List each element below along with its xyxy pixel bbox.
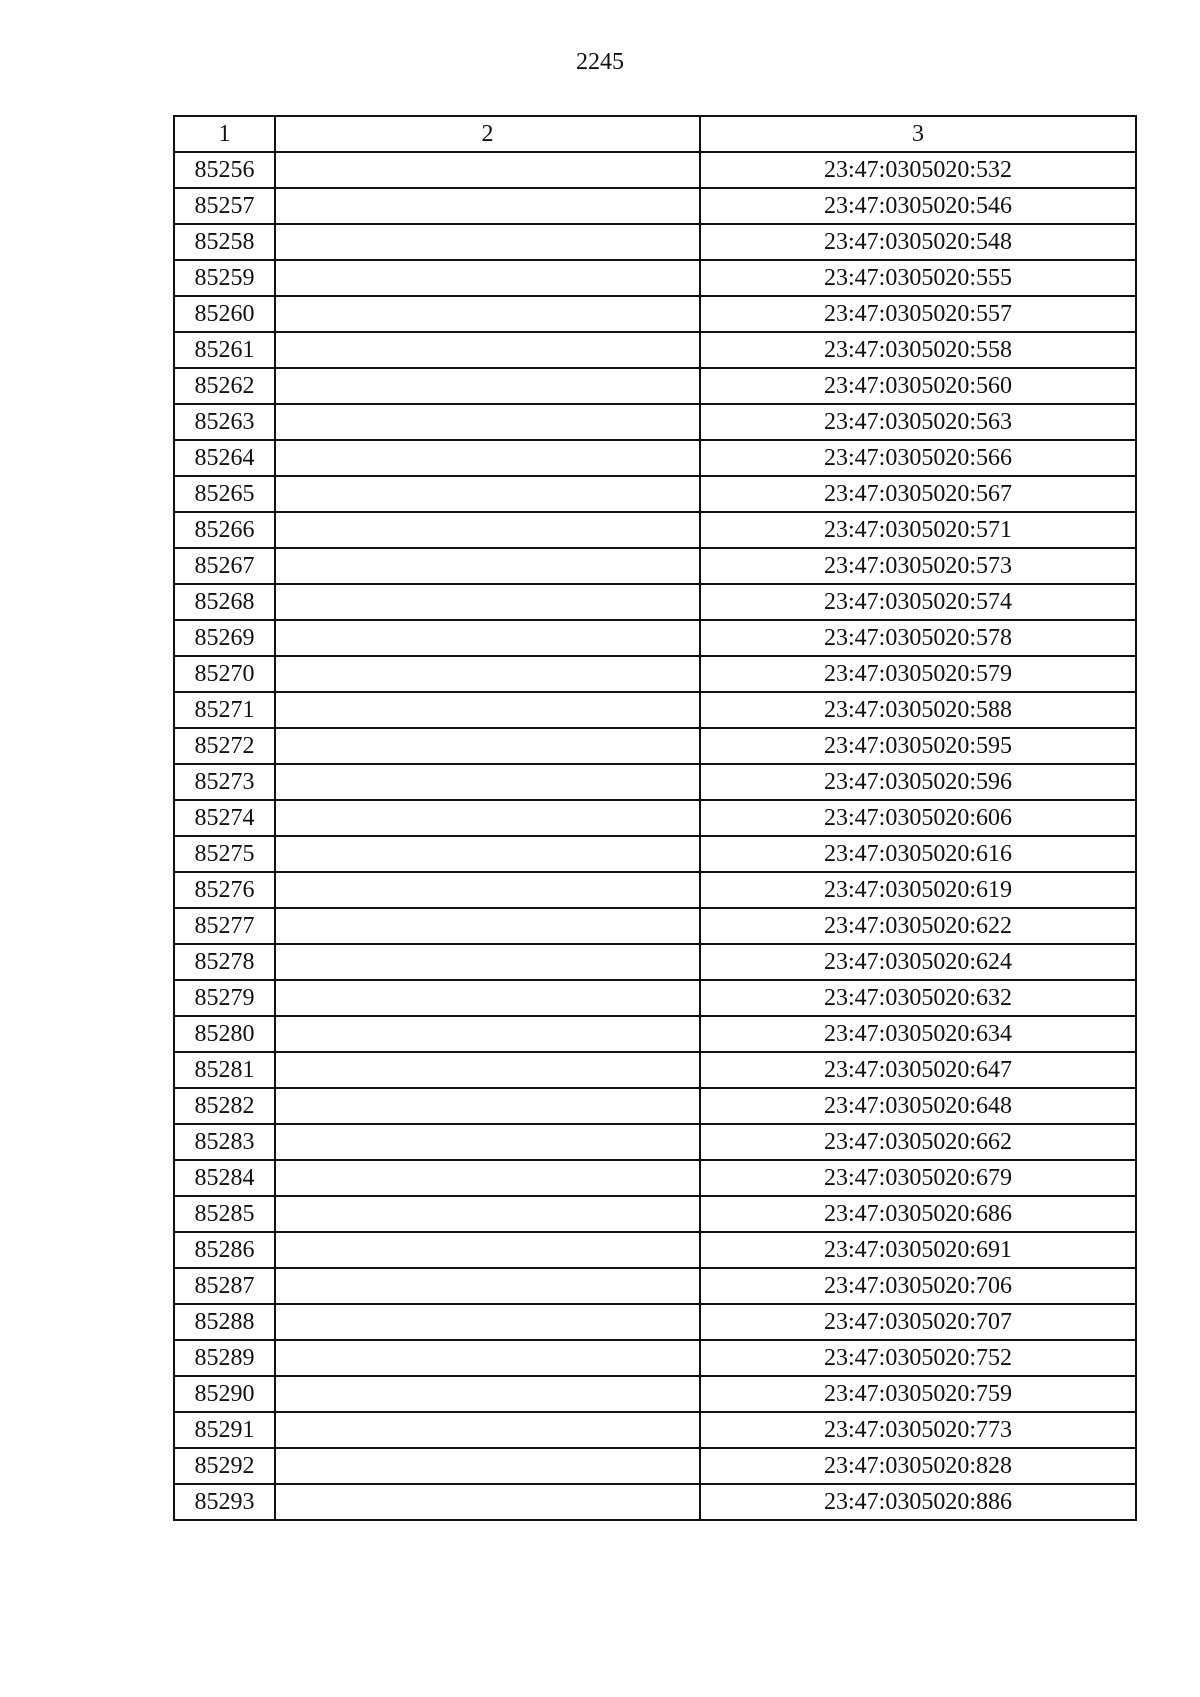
cadastral-number-cell: 23:47:0305020:686	[700, 1196, 1136, 1232]
row-number-cell: 85266	[174, 512, 275, 548]
cadastral-number-cell: 23:47:0305020:571	[700, 512, 1136, 548]
description-cell	[275, 1304, 700, 1340]
table-row	[174, 296, 1136, 332]
description-cell	[275, 476, 700, 512]
row-number-cell: 85259	[174, 260, 275, 296]
table-row	[174, 656, 1136, 692]
table-row	[174, 584, 1136, 620]
row-number-cell: 85268	[174, 584, 275, 620]
cadastral-number-cell: 23:47:0305020:752	[700, 1340, 1136, 1376]
cadastral-number-cell: 23:47:0305020:619	[700, 872, 1136, 908]
description-cell	[275, 656, 700, 692]
cadastral-number-cell: 23:47:0305020:532	[700, 152, 1136, 188]
description-cell	[275, 260, 700, 296]
row-number-cell: 85276	[174, 872, 275, 908]
table-row	[174, 1196, 1136, 1232]
description-cell	[275, 1196, 700, 1232]
description-cell	[275, 1340, 700, 1376]
table-row	[174, 332, 1136, 368]
description-cell	[275, 1448, 700, 1484]
row-number-cell: 85269	[174, 620, 275, 656]
row-number-cell: 85256	[174, 152, 275, 188]
description-cell	[275, 1376, 700, 1412]
cadastral-number-cell: 23:47:0305020:546	[700, 188, 1136, 224]
description-cell	[275, 584, 700, 620]
cadastral-number-cell: 23:47:0305020:622	[700, 908, 1136, 944]
description-cell	[275, 1088, 700, 1124]
cadastral-number-cell: 23:47:0305020:596	[700, 764, 1136, 800]
cadastral-number-cell: 23:47:0305020:691	[700, 1232, 1136, 1268]
description-cell	[275, 548, 700, 584]
column-header-2: 2	[275, 116, 700, 152]
table-row	[174, 1484, 1136, 1520]
row-number-cell: 85291	[174, 1412, 275, 1448]
row-number-cell: 85262	[174, 368, 275, 404]
table-row	[174, 692, 1136, 728]
cadastral-number-cell: 23:47:0305020:566	[700, 440, 1136, 476]
row-number-cell: 85281	[174, 1052, 275, 1088]
description-cell	[275, 1124, 700, 1160]
table-row	[174, 836, 1136, 872]
description-cell	[275, 1484, 700, 1520]
table-row	[174, 1268, 1136, 1304]
row-number-cell: 85260	[174, 296, 275, 332]
cadastral-number-cell: 23:47:0305020:563	[700, 404, 1136, 440]
row-number-cell: 85287	[174, 1268, 275, 1304]
description-cell	[275, 800, 700, 836]
description-cell	[275, 512, 700, 548]
table-row	[174, 1304, 1136, 1340]
table-row	[174, 1376, 1136, 1412]
cadastral-number-cell: 23:47:0305020:579	[700, 656, 1136, 692]
table-row	[174, 872, 1136, 908]
cadastral-number-cell: 23:47:0305020:707	[700, 1304, 1136, 1340]
table-row	[174, 152, 1136, 188]
cadastral-number-cell: 23:47:0305020:679	[700, 1160, 1136, 1196]
table-row	[174, 1448, 1136, 1484]
row-number-cell: 85293	[174, 1484, 275, 1520]
table-row	[174, 1016, 1136, 1052]
row-number-cell: 85290	[174, 1376, 275, 1412]
cadastral-number-cell: 23:47:0305020:624	[700, 944, 1136, 980]
page-number: 2245	[576, 49, 624, 75]
table-row	[174, 548, 1136, 584]
row-number-cell: 85275	[174, 836, 275, 872]
row-number-cell: 85282	[174, 1088, 275, 1124]
cadastral-number-cell: 23:47:0305020:557	[700, 296, 1136, 332]
row-number-cell: 85263	[174, 404, 275, 440]
table-row	[174, 1412, 1136, 1448]
row-number-cell: 85267	[174, 548, 275, 584]
description-cell	[275, 872, 700, 908]
description-cell	[275, 980, 700, 1016]
table-row	[174, 908, 1136, 944]
cadastral-number-cell: 23:47:0305020:595	[700, 728, 1136, 764]
table-row	[174, 728, 1136, 764]
table-row	[174, 188, 1136, 224]
row-number-cell: 85274	[174, 800, 275, 836]
cadastral-number-cell: 23:47:0305020:773	[700, 1412, 1136, 1448]
table-header	[174, 116, 1136, 152]
description-cell	[275, 1268, 700, 1304]
description-cell	[275, 368, 700, 404]
row-number-cell: 85283	[174, 1124, 275, 1160]
description-cell	[275, 1412, 700, 1448]
cadastral-number-cell: 23:47:0305020:648	[700, 1088, 1136, 1124]
description-cell	[275, 944, 700, 980]
header-row	[174, 116, 1136, 152]
table-row	[174, 980, 1136, 1016]
table-row	[174, 1340, 1136, 1376]
register-table	[173, 115, 1137, 1521]
cadastral-number-cell: 23:47:0305020:578	[700, 620, 1136, 656]
description-cell	[275, 1160, 700, 1196]
cadastral-number-cell: 23:47:0305020:632	[700, 980, 1136, 1016]
cadastral-number-cell: 23:47:0305020:759	[700, 1376, 1136, 1412]
row-number-cell: 85261	[174, 332, 275, 368]
row-number-cell: 85272	[174, 728, 275, 764]
description-cell	[275, 620, 700, 656]
description-cell	[275, 1016, 700, 1052]
table-body	[174, 152, 1136, 1520]
description-cell	[275, 836, 700, 872]
description-cell	[275, 404, 700, 440]
table-row	[174, 476, 1136, 512]
cadastral-number-cell: 23:47:0305020:560	[700, 368, 1136, 404]
description-cell	[275, 440, 700, 476]
cadastral-number-cell: 23:47:0305020:606	[700, 800, 1136, 836]
row-number-cell: 85285	[174, 1196, 275, 1232]
column-header-3: 3	[700, 116, 1136, 152]
row-number-cell: 85257	[174, 188, 275, 224]
table-row	[174, 1088, 1136, 1124]
description-cell	[275, 152, 700, 188]
description-cell	[275, 332, 700, 368]
table-row	[174, 224, 1136, 260]
table-row	[174, 404, 1136, 440]
table-row	[174, 440, 1136, 476]
table-row	[174, 260, 1136, 296]
row-number-cell: 85270	[174, 656, 275, 692]
column-header-1: 1	[174, 116, 275, 152]
description-cell	[275, 764, 700, 800]
table-row	[174, 1160, 1136, 1196]
table-row	[174, 944, 1136, 980]
description-cell	[275, 224, 700, 260]
cadastral-number-cell: 23:47:0305020:574	[700, 584, 1136, 620]
table-row	[174, 800, 1136, 836]
cadastral-number-cell: 23:47:0305020:567	[700, 476, 1136, 512]
row-number-cell: 85286	[174, 1232, 275, 1268]
description-cell	[275, 692, 700, 728]
table-row	[174, 368, 1136, 404]
row-number-cell: 85258	[174, 224, 275, 260]
cadastral-number-cell: 23:47:0305020:647	[700, 1052, 1136, 1088]
cadastral-number-cell: 23:47:0305020:706	[700, 1268, 1136, 1304]
description-cell	[275, 1052, 700, 1088]
row-number-cell: 85280	[174, 1016, 275, 1052]
cadastral-number-cell: 23:47:0305020:616	[700, 836, 1136, 872]
row-number-cell: 85271	[174, 692, 275, 728]
description-cell	[275, 1232, 700, 1268]
row-number-cell: 85289	[174, 1340, 275, 1376]
table-row	[174, 1232, 1136, 1268]
cadastral-number-cell: 23:47:0305020:588	[700, 692, 1136, 728]
description-cell	[275, 728, 700, 764]
table-row	[174, 620, 1136, 656]
row-number-cell: 85279	[174, 980, 275, 1016]
table-row	[174, 764, 1136, 800]
table-row	[174, 1124, 1136, 1160]
cadastral-number-cell: 23:47:0305020:555	[700, 260, 1136, 296]
row-number-cell: 85264	[174, 440, 275, 476]
table-row	[174, 512, 1136, 548]
cadastral-number-cell: 23:47:0305020:886	[700, 1484, 1136, 1520]
cadastral-number-cell: 23:47:0305020:662	[700, 1124, 1136, 1160]
row-number-cell: 85273	[174, 764, 275, 800]
row-number-cell: 85288	[174, 1304, 275, 1340]
row-number-cell: 85265	[174, 476, 275, 512]
cadastral-number-cell: 23:47:0305020:828	[700, 1448, 1136, 1484]
description-cell	[275, 296, 700, 332]
row-number-cell: 85292	[174, 1448, 275, 1484]
description-cell	[275, 188, 700, 224]
cadastral-number-cell: 23:47:0305020:558	[700, 332, 1136, 368]
cadastral-number-cell: 23:47:0305020:573	[700, 548, 1136, 584]
cadastral-number-cell: 23:47:0305020:548	[700, 224, 1136, 260]
row-number-cell: 85278	[174, 944, 275, 980]
table-row	[174, 1052, 1136, 1088]
row-number-cell: 85284	[174, 1160, 275, 1196]
row-number-cell: 85277	[174, 908, 275, 944]
description-cell	[275, 908, 700, 944]
cadastral-number-cell: 23:47:0305020:634	[700, 1016, 1136, 1052]
